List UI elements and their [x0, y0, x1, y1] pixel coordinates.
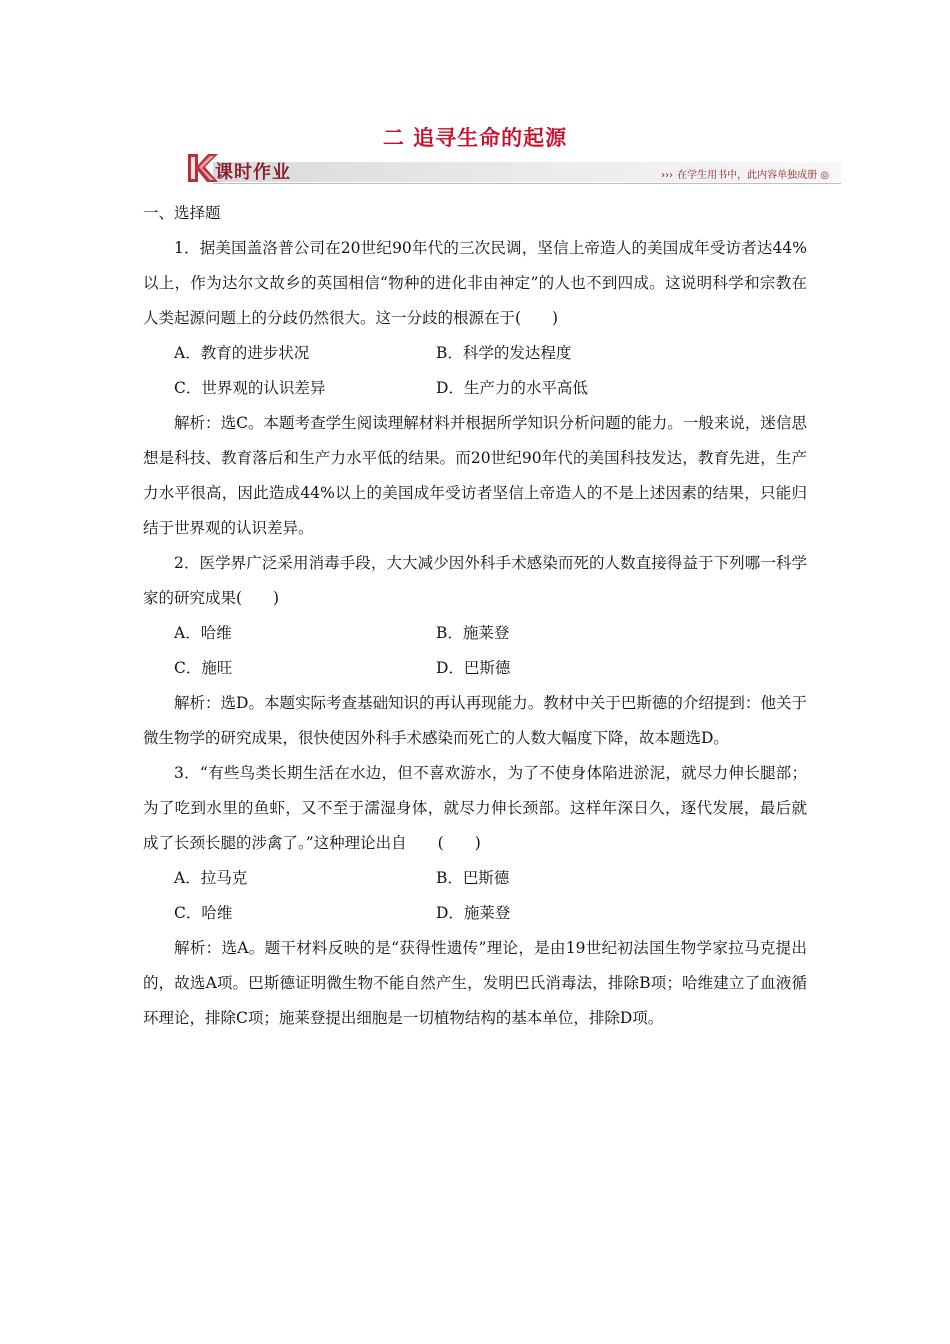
question-stem: 2．医学界广泛采用消毒手段，大大减少因外科手术感染而死的人数直接得益于下列哪一科学家的研究成果( ) — [143, 554, 807, 607]
option-c: C．哈维 — [174, 904, 233, 922]
option-row — [143, 861, 807, 896]
question-2 — [143, 546, 807, 756]
option-row — [143, 896, 807, 931]
option-a: A．哈维 — [174, 624, 232, 642]
chevrons-icon: ››› — [661, 170, 674, 181]
option-row — [143, 371, 807, 406]
option-d: D．生产力的水平高低 — [436, 379, 588, 397]
option-b: B．施莱登 — [436, 624, 510, 642]
question-3 — [143, 756, 807, 1036]
question-stem: 3．“有些鸟类长期生活在水边，但不喜欢游水，为了不使身体陷进淤泥，就尽力伸长腿部；为了吃到水里的鱼虾，又不至于濡湿身体，就尽力伸长颈部。这样年深日久，逐代发展，最后就成了长颈长腿的涉禽了。”这种理论出自 ( ) — [143, 764, 807, 852]
circle-mark-icon: ◎ — [817, 170, 829, 181]
option-a: A．教育的进步状况 — [174, 344, 310, 362]
homework-banner — [185, 150, 841, 186]
option-c: C．施旺 — [174, 659, 233, 677]
banner-note-text: 在学生用书中，此内容单独成册 — [677, 170, 818, 181]
page-title: 二 追寻生命的起源 — [382, 126, 568, 150]
banner-divider — [213, 183, 841, 184]
option-c: C．世界观的认识差异 — [174, 379, 326, 397]
question-stem: 1．据美国盖洛普公司在20世纪90年代的三次民调，坚信上帝造人的美国成年受访者达44%以上，作为达尔文故乡的英国相信“物种的进化非由神定”的人也不到四成。这说明科学和宗教在人类起源问题上的分歧仍然很大。这一分歧的根源在于( ) — [143, 239, 807, 327]
question-analysis: 解析：选D。本题实际考查基础知识的再认再现能力。教材中关于巴斯德的介绍提到：他关于微生物学的研究成果，很快使因外科手术感染而死亡的人数大幅度下降，故本题选D。 — [143, 694, 807, 747]
option-d: D．巴斯德 — [436, 659, 511, 677]
option-a: A．拉马克 — [174, 869, 248, 887]
section-heading: 一、选择题 — [143, 204, 221, 222]
option-row — [143, 336, 807, 371]
exercise-content — [143, 196, 807, 1036]
k-logo-icon — [185, 151, 219, 185]
option-b: B．科学的发达程度 — [436, 344, 572, 362]
banner-label: 课时作业 — [215, 162, 291, 183]
option-row — [143, 616, 807, 651]
banner-note — [661, 166, 829, 181]
option-d: D．施莱登 — [436, 904, 511, 922]
question-1 — [143, 231, 807, 546]
option-b: B．巴斯德 — [436, 869, 510, 887]
option-row — [143, 651, 807, 686]
question-analysis: 解析：选A。题干材料反映的是“获得性遗传”理论，是由19世纪初法国生物学家拉马克提出的，故选A项。巴斯德证明微生物不能自然产生，发明巴氏消毒法，排除B项；哈维建立了血液循环理论，排除C项；施莱登提出细胞是一切植物结构的基本单位，排除D项。 — [143, 939, 807, 1027]
question-analysis: 解析：选C。本题考查学生阅读理解材料并根据所学知识分析问题的能力。一般来说，迷信思想是科技、教育落后和生产力水平低的结果。而20世纪90年代的美国科技发达，教育先进，生产力水平很高，因此造成44%以上的美国成年受访者坚信上帝造人的不是上述因素的结果，只能归结于世界观的认识差异。 — [143, 414, 807, 537]
